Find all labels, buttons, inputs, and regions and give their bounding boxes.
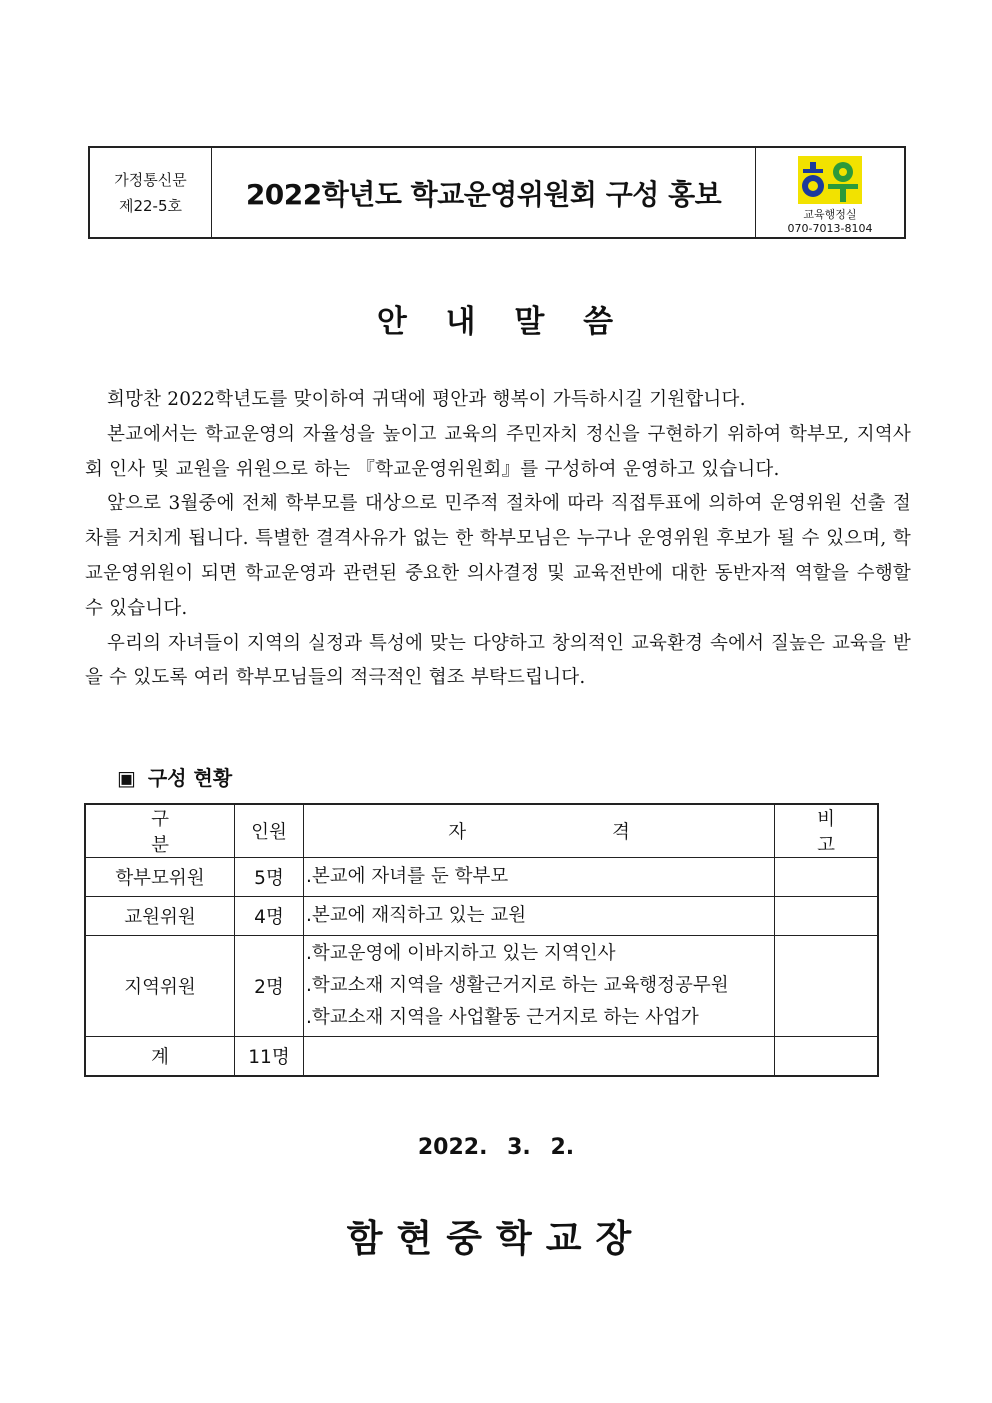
- signer-name: 함현중학교장: [346, 1217, 646, 1260]
- row-count: 5명: [235, 858, 304, 897]
- qualification-line: .학교소재 지역을 생활근거지로 하는 교육행정공무원: [306, 975, 729, 996]
- paragraph-request: 우리의 자녀들이 지역의 실정과 특성에 맞는 다양하고 창의적인 교육환경 속에서 질높은 교육을 받을 수 있도록 여러 학부모님들의 적극적인 협조 부탁드립니다.: [85, 632, 911, 689]
- square-bullet-icon: ▣: [117, 766, 136, 790]
- header-contact: [755, 148, 904, 237]
- row-category: 지역위원: [85, 936, 235, 1037]
- row-category: 교원위원: [85, 897, 235, 936]
- header-box: [88, 146, 906, 239]
- table-header-row: [85, 804, 878, 858]
- row-note: [775, 897, 879, 936]
- row-note: [775, 936, 879, 1037]
- notice-body: [85, 383, 911, 696]
- row-qualification: [304, 858, 775, 897]
- header-count: 인원: [235, 804, 304, 858]
- table-row: [85, 936, 878, 1037]
- row-count: 4명: [235, 897, 304, 936]
- table-total-row: [85, 1037, 878, 1077]
- row-count: 2명: [235, 936, 304, 1037]
- school-logo-icon: [798, 156, 862, 204]
- row-qualification: [304, 936, 775, 1037]
- document-title: 2022학년도 학교운영위원회 구성 홍보: [245, 177, 722, 211]
- header-category: 구 분: [85, 804, 235, 858]
- table-row: [85, 897, 878, 936]
- section-heading: [117, 762, 232, 791]
- row-qualification: [304, 897, 775, 936]
- department-name: 교육행정실: [803, 208, 857, 221]
- doc-number: 제22-5호: [118, 196, 183, 215]
- doc-type: 가정통신문: [114, 170, 187, 189]
- qualification-line: .본교에 재직하고 있는 교원: [306, 905, 527, 926]
- header-qualification: 자 격: [304, 804, 775, 858]
- qualification-line: .학교운영에 이바지하고 있는 지역인사: [306, 943, 616, 964]
- qualification-line: .본교에 자녀를 둔 학부모: [306, 866, 509, 887]
- row-note: [775, 858, 879, 897]
- notice-title: 안 내 말 씀: [376, 304, 616, 340]
- composition-table: [84, 803, 879, 1077]
- paragraph-greeting: 희망찬 2022학년도를 맞이하여 귀댁에 평안과 행복이 가득하시길 기원합니다.: [107, 389, 746, 410]
- section-title: 구성 현황: [147, 766, 233, 790]
- issue-date: 2022. 3. 2.: [417, 1135, 575, 1160]
- total-note: [775, 1037, 879, 1077]
- department-phone: 070-7013-8104: [787, 222, 873, 235]
- total-label: 계: [85, 1037, 235, 1077]
- total-count: 11명: [235, 1037, 304, 1077]
- total-qualification: [304, 1037, 775, 1077]
- header-doc-info: [90, 148, 212, 237]
- table-row: [85, 858, 878, 897]
- qualification-line: .학교소재 지역을 사업활동 근거지로 하는 사업가: [306, 1007, 699, 1028]
- paragraph-purpose: 본교에서는 학교운영의 자율성을 높이고 교육의 주민자치 정신을 구현하기 위하여 학부모, 지역사회 인사 및 교원을 위원으로 하는 『학교운영위원회』를 구성하여 운영하고 있습니다.: [85, 423, 911, 480]
- paragraph-election: 앞으로 3월중에 전체 학부모를 대상으로 민주적 절차에 따라 직접투표에 의하여 운영위원 선출 절차를 거치게 됩니다. 특별한 결격사유가 없는 한 학부모님은 누구나 운영위원 후보가 될 수 있으며, 학교운영위원이 되면 학교운영과 관련된 중요한 의사결정 및 교육전반에 대한 동반자적 역할을 수행할 수 있습니다.: [85, 493, 911, 619]
- row-category: 학부모위원: [85, 858, 235, 897]
- header-note: 비 고: [775, 804, 879, 858]
